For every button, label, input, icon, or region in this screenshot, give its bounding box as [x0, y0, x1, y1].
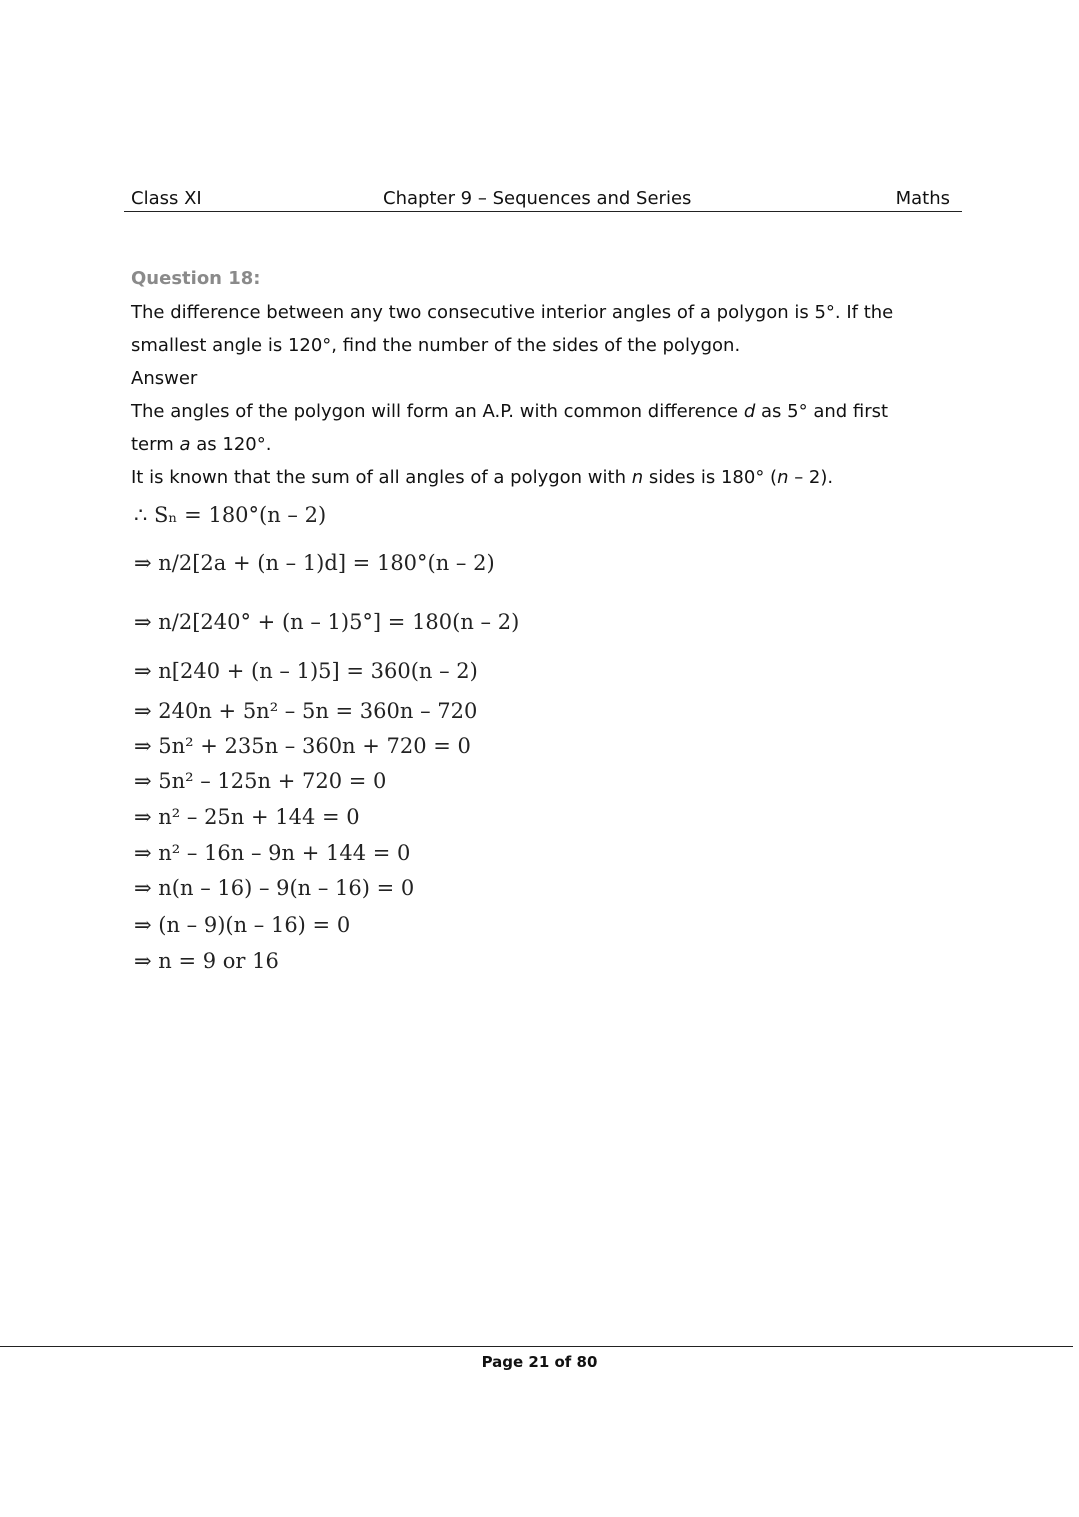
- answer-label: Answer: [131, 368, 198, 389]
- step-9: ⇒ n(n – 16) – 9(n – 16) = 0: [134, 876, 415, 900]
- step-2: ⇒ n/2[240° + (n – 1)5°] = 180(n – 2): [134, 610, 520, 634]
- step-0: ∴ Sₙ = 180°(n – 2): [134, 503, 327, 527]
- step-11: ⇒ n = 9 or 16: [134, 949, 279, 973]
- step-5: ⇒ 5n² + 235n – 360n + 720 = 0: [134, 734, 471, 758]
- answer-text: sides is 180° (: [643, 467, 778, 488]
- question-block: [131, 265, 931, 494]
- answer-text: – 2).: [788, 467, 834, 488]
- answer-para-2: [131, 428, 931, 461]
- var-a: a: [179, 434, 191, 455]
- page-number: Page 21 of 80: [481, 1353, 598, 1371]
- step-7: ⇒ n² – 25n + 144 = 0: [134, 805, 360, 829]
- step-8: ⇒ n² – 16n – 9n + 144 = 0: [134, 841, 411, 865]
- step-4: ⇒ 240n + 5n² – 5n = 360n – 720: [134, 699, 478, 723]
- answer-text: as 5° and first: [755, 401, 889, 422]
- question-title: Question 18:: [131, 268, 261, 289]
- step-6: ⇒ 5n² – 125n + 720 = 0: [134, 769, 387, 793]
- var-d: d: [743, 401, 756, 422]
- step-3: ⇒ n[240 + (n – 1)5] = 360(n – 2): [134, 659, 478, 683]
- answer-text: The angles of the polygon will form an A.P. with common difference: [131, 401, 744, 422]
- question-text-line1: The difference between any two consecutive interior angles of a polygon is 5°. If the: [131, 302, 894, 323]
- var-n: n: [777, 467, 789, 488]
- header-subject: Maths: [895, 188, 950, 209]
- var-n: n: [631, 467, 644, 488]
- page-header: [124, 186, 962, 212]
- footer-divider: [0, 1346, 1073, 1347]
- header-class: Class XI: [131, 188, 202, 209]
- answer-para-1: [131, 395, 931, 428]
- step-10: ⇒ (n – 9)(n – 16) = 0: [134, 913, 351, 937]
- header-chapter: Chapter 9 – Sequences and Series: [383, 188, 692, 209]
- question-text-line2: smallest angle is 120°, find the number of the sides of the polygon.: [131, 335, 741, 356]
- answer-text: as 120°.: [190, 434, 272, 455]
- answer-para-3: [131, 461, 931, 494]
- answer-text: term: [131, 434, 180, 455]
- step-1: ⇒ n/2[2a + (n – 1)d] = 180°(n – 2): [134, 551, 495, 575]
- answer-text: It is known that the sum of all angles of a polygon with: [131, 467, 632, 488]
